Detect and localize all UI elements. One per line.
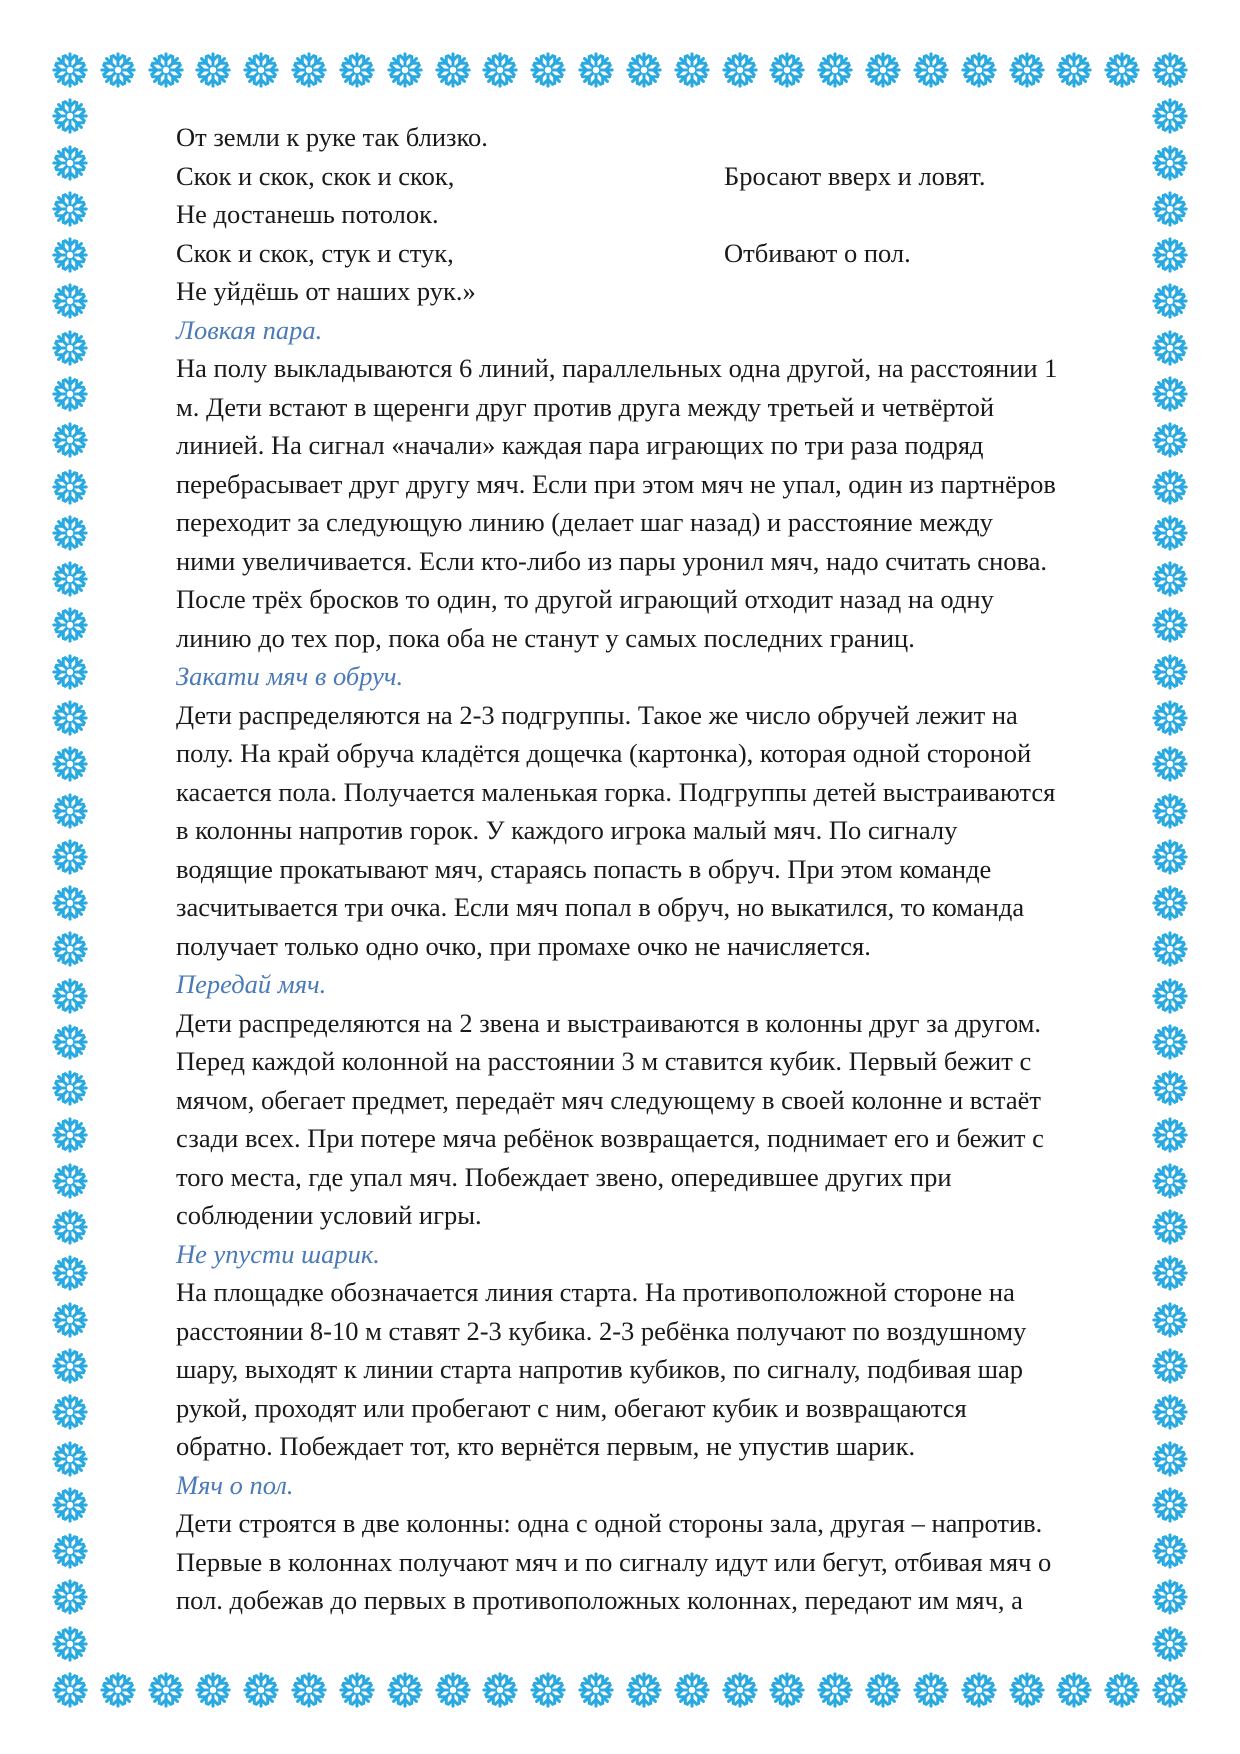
snowflake-icon [1151, 1625, 1189, 1663]
section-zakati-myach [176, 657, 1166, 965]
snowflake-icon [51, 514, 89, 552]
snowflake-icon [768, 51, 806, 89]
paragraph-line: линией. На сигнал «начали» каждая пара играющих по три раза подряд [176, 430, 984, 460]
section-heading: Мяч о пол. [176, 1469, 294, 1500]
snowflake-icon [960, 1671, 998, 1709]
snowflake-icon [51, 1116, 89, 1154]
section-heading: Не упусти шарик. [176, 1238, 380, 1269]
snowflake-icon [51, 977, 89, 1015]
paragraph-line: пол. добежав до первых в противоположных колоннах, передают им мяч, а [176, 1585, 1023, 1615]
snowflake-icon [481, 1671, 519, 1709]
snowflake-icon [51, 1578, 89, 1616]
snowflake-icon [1008, 1671, 1046, 1709]
paragraph-line: Перед каждой колонной на расстоянии 3 м ставится кубик. Первый бежит с [176, 1046, 1032, 1076]
snowflake-icon [912, 51, 950, 89]
snowflake-icon [864, 51, 902, 89]
snowflake-icon [768, 1671, 806, 1709]
paragraph-line: м. Дети встают в щеренги друг против друга между третьей и четвёртой [176, 391, 995, 422]
poem-line [176, 272, 1166, 311]
snowflake-icon [51, 1671, 89, 1709]
paragraph-line: засчитывается три очка. Если мяч попал в обруч, но выкатился, то команда [176, 892, 1025, 922]
snowflake-icon [51, 1023, 89, 1061]
section-heading: Передай мяч. [176, 969, 327, 999]
snowflake-icon [529, 51, 567, 89]
snowflake-icon [51, 329, 89, 367]
snowflake-icon [51, 745, 89, 783]
paragraph-line: перебрасывает друг другу мяч. Если при этом мяч не упал, один из партнёров [176, 468, 1056, 499]
snowflake-icon [338, 51, 376, 89]
snowflake-icon [51, 1069, 89, 1107]
snowflake-icon [1055, 1671, 1093, 1709]
snowflake-icon [51, 1393, 89, 1431]
snowflake-icon [51, 1625, 89, 1663]
snowflake-icon [51, 699, 89, 737]
poem-line-text: Скок и скок, скок и скок, [176, 160, 455, 191]
section-myach-o-pol [176, 1466, 1166, 1620]
snowflake-icon [577, 51, 615, 89]
snowflake-icon [51, 792, 89, 830]
snowflake-icon [51, 1532, 89, 1570]
snowflake-icon [721, 51, 759, 89]
snowflake-icon [51, 468, 89, 506]
snowflake-icon [51, 838, 89, 876]
snowflake-icon [51, 1301, 89, 1339]
snowflake-icon [51, 51, 89, 89]
snowflake-icon [51, 375, 89, 413]
snowflake-icon [51, 97, 89, 135]
snowflake-icon [51, 144, 89, 182]
snowflake-icon [51, 282, 89, 320]
paragraph-line: Дети строятся в две колонны: одна с одной стороны зала, другая – напротив. [176, 1508, 1043, 1538]
poem-line-text: Скок и скок, стук и стук, [176, 237, 454, 268]
paragraph-line: сзади всех. При потере мяча ребёнок возвращается, поднимает его и бежит с [176, 1123, 1044, 1153]
snowflake-icon [1103, 51, 1141, 89]
paragraph-line: расстоянии 8-10 м ставят 2-3 кубика. 2-3 ребёнка получают по воздушному [176, 1315, 1027, 1346]
snowflake-icon [51, 1347, 89, 1385]
snowflake-icon [51, 884, 89, 922]
poem-line-action: Отбивают о пол. [724, 237, 911, 268]
paragraph-line: На полу выкладываются 6 линий, параллельных одна другой, на расстоянии 1 [176, 353, 1058, 383]
poem-line-text: Не уйдёшь от наших рук.» [176, 276, 476, 306]
paragraph-line: в колонны напротив горок. У каждого игрока малый мяч. По сигналу [176, 815, 958, 845]
snowflake-icon [625, 51, 663, 89]
snowflake-icon [51, 236, 89, 274]
snowflake-icon [51, 1162, 89, 1200]
snowflake-icon [816, 51, 854, 89]
poem-line-text: Не достанешь потолок. [176, 199, 439, 229]
snowflake-icon [434, 1671, 472, 1709]
snowflake-icon [434, 51, 472, 89]
snowflake-icon [51, 606, 89, 644]
paragraph-line: ними увеличивается. Если кто-либо из пары уронил мяч, надо считать снова. [176, 545, 1048, 576]
paragraph-line: После трёх бросков то один, то другой играющий отходит назад на одну [176, 584, 994, 614]
paragraph-line: Дети распределяются на 2-3 подгруппы. Такое же число обручей лежит на [176, 699, 1018, 730]
poem-line [176, 118, 1166, 157]
snowflake-icon [960, 51, 998, 89]
snowflake-icon [194, 1671, 232, 1709]
paragraph-line: На площадке обозначается линия старта. На противоположной стороне на [176, 1277, 1015, 1307]
snowflake-icon [147, 1671, 185, 1709]
document-text [176, 118, 1166, 1620]
snowflake-icon [912, 1671, 950, 1709]
snowflake-icon [242, 1671, 280, 1709]
snowflake-icon [290, 51, 328, 89]
snowflake-icon [864, 1671, 902, 1709]
snowflake-icon [51, 653, 89, 691]
paragraph-line: мячом, обегает предмет, передаёт мяч следующему в своей колонне и встаёт [176, 1084, 1041, 1115]
snowflake-icon [1008, 51, 1046, 89]
snowflake-icon [51, 1486, 89, 1524]
section-heading: Ловкая пара. [176, 314, 323, 345]
snowflake-icon [673, 1671, 711, 1709]
paragraph-line: водящие прокатывают мяч, стараясь попасть в обруч. При этом команде [176, 853, 992, 884]
paragraph-line: рукой, проходят или пробегают с ним, обегают кубик и возвращаются [176, 1392, 967, 1423]
snowflake-icon [99, 1671, 137, 1709]
paragraph-line: Первые в колоннах получают мяч и по сигналу идут или бегут, отбивая мяч о [176, 1546, 1052, 1577]
snowflake-icon [721, 1671, 759, 1709]
paragraph-line: полу. На край обруча кладётся дощечка (картонка), которая одной стороной [176, 738, 1032, 768]
paragraph-line: Дети распределяются на 2 звена и выстраиваются в колонны друг за другом. [176, 1007, 1041, 1038]
poem [176, 118, 1166, 311]
section-heading: Закати мяч в обруч. [176, 661, 404, 691]
snowflake-icon [577, 1671, 615, 1709]
snowflake-icon [147, 51, 185, 89]
snowflake-icon [1151, 51, 1189, 89]
section-peredai-myach [176, 965, 1166, 1235]
poem-line [176, 157, 1166, 196]
paragraph-line: переходит за следующую линию (делает шаг назад) и расстояние между [176, 507, 993, 537]
paragraph-line: шару, выходят к линии старта напротив кубиков, по сигналу, подбивая шар [176, 1354, 1024, 1384]
snowflake-icon [51, 930, 89, 968]
paragraph-line: обратно. Побеждает тот, кто вернётся первым, не упустив шарик. [176, 1431, 916, 1461]
snowflake-icon [625, 1671, 663, 1709]
snowflake-icon [290, 1671, 328, 1709]
poem-line-text: От земли к руке так близко. [176, 122, 488, 152]
snowflake-icon [386, 1671, 424, 1709]
snowflake-icon [51, 421, 89, 459]
paragraph-line: линию до тех пор, пока оба не станут у самых последних границ. [176, 622, 915, 653]
poem-line [176, 234, 1166, 273]
snowflake-icon [51, 560, 89, 598]
snowflake-icon [51, 1440, 89, 1478]
snowflake-icon [338, 1671, 376, 1709]
snowflake-icon [386, 51, 424, 89]
poem-line-action: Бросают вверх и ловят. [724, 160, 986, 191]
section-lovkaya-para [176, 311, 1166, 658]
paragraph-line: соблюдении условий игры. [176, 1200, 482, 1230]
snowflake-icon [1103, 1671, 1141, 1709]
snowflake-icon [194, 51, 232, 89]
paragraph-line: касается пола. Получается маленькая горка. Подгруппы детей выстраиваются [176, 776, 1056, 807]
snowflake-icon [99, 51, 137, 89]
snowflake-icon [673, 51, 711, 89]
snowflake-icon [1055, 51, 1093, 89]
snowflake-icon [51, 190, 89, 228]
paragraph-line: получает только одно очко, при промахе очко не начисляется. [176, 930, 871, 961]
paragraph-line: того места, где упал мяч. Побеждает звено, опередившее других при [176, 1161, 952, 1192]
section-ne-upusti-sharik [176, 1235, 1166, 1466]
snowflake-icon [529, 1671, 567, 1709]
snowflake-icon [51, 1254, 89, 1292]
snowflake-icon [242, 51, 280, 89]
snowflake-icon [1151, 1671, 1189, 1709]
poem-line [176, 195, 1166, 234]
snowflake-icon [816, 1671, 854, 1709]
snowflake-icon [481, 51, 519, 89]
snowflake-icon [51, 1208, 89, 1246]
